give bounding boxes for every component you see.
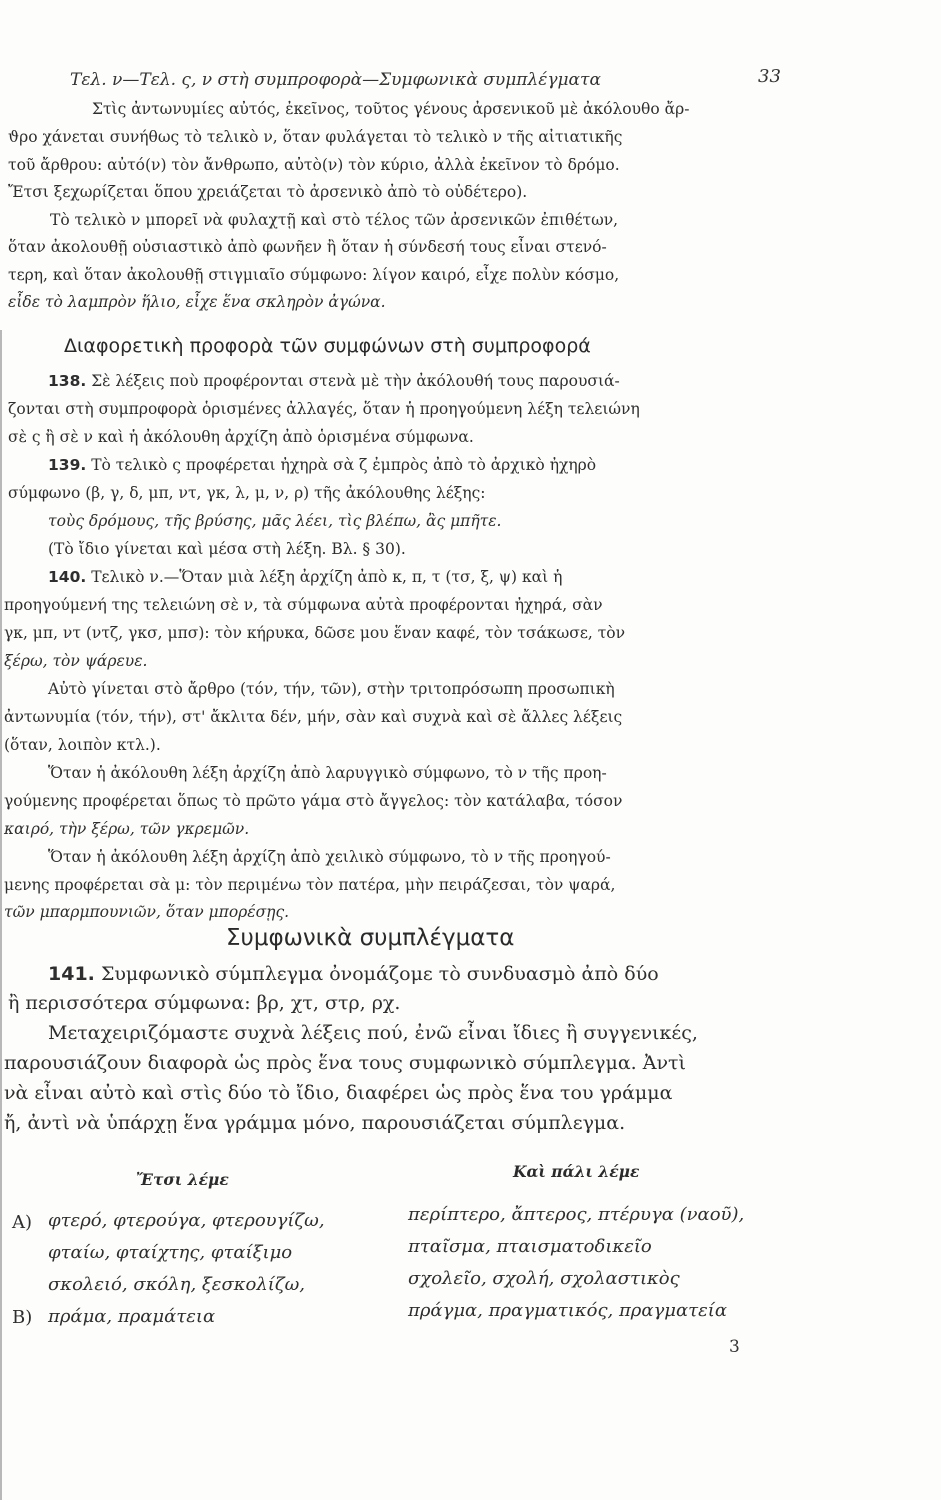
paragraph-141-line-2: ἢ περισσότερα σύμφωνα: βρ, χτ, στρ, ρχ. [8, 992, 401, 1014]
intro-line-1: Στὶς ἀντωνυμίες αὐτός, ἐκεῖνος, τοῦτος γένους ἀρσενικοῦ μὲ ἀκόλουθο ἄρ- [92, 100, 690, 118]
example-right-1: περίπτερο, ἄπτερος, πτέρυγα (ναοῦ), [408, 1204, 745, 1225]
paragraph-number-141: 141. [48, 963, 95, 985]
paragraph-140-line-11: Ὅταν ἡ ἀκόλουθη λέξη ἀρχίζη ἀπὸ χειλικὸ σύμφωνο, τὸ ν τῆς προηγού- [48, 848, 611, 866]
paragraph-141-line-4: παρουσιάζουν διαφορὰ ὡς πρὸς ἕνα τους συμφωνικὸ σύμπλεγμα. Ἀντὶ [4, 1052, 686, 1074]
paragraph-140-line-10: καιρό, τὴν ξέρω, τῶν γκρεμῶν. [4, 820, 250, 838]
running-header: Τελ. ν—Τελ. ς, ν στὴ συμπροφορὰ—Συμφωνικὰ συμπλέγματα [70, 70, 601, 90]
paragraph-138-line-1 [48, 372, 620, 390]
paragraph-138-text-1: Σὲ λέξεις ποὺ προφέρονται στενὰ μὲ τὴν ἀκόλουθή τους παρουσιά- [91, 372, 620, 390]
paragraph-140-line-8: Ὅταν ἡ ἀκόλουθη λέξη ἀρχίζη ἀπὸ λαρυγγικὸ σύμφωνο, τὸ ν τῆς προη- [48, 764, 607, 782]
printer-signature-number: 3 [729, 1337, 740, 1357]
example-left-1: φτερό, φτερούγα, φτερουγίζω, [48, 1210, 325, 1231]
paragraph-140-line-4: ξέρω, τὸν ψάρευε. [4, 652, 148, 670]
example-left-4: πράμα, πραμάτεια [48, 1306, 216, 1327]
column-head-left: Ἔτσι λέμε [136, 1170, 229, 1189]
example-right-4: πράγμα, πραγματικός, πραγματεία [408, 1300, 727, 1321]
intro-line-2: ϑρο χάνεται συνήθως τὸ τελικὸ ν, ὅταν φυλάγεται τὸ τελικὸ ν τῆς αἰτιατικῆς [8, 128, 623, 146]
paragraph-number-139: 139. [48, 456, 87, 474]
paragraph-139-line-2: σύμφωνο (β, γ, δ, μπ, ντ, γκ, λ, μ, ν, ρ) τῆς ἀκόλουθης λέξης: [8, 484, 486, 502]
example-left-2: φταίω, φταίχτης, φταίξιμο [48, 1242, 293, 1263]
column-head-right: Καὶ πάλι λέμε [513, 1162, 640, 1181]
intro-line-6: ὅταν ἀκολουθῇ οὐσιαστικὸ ἀπὸ φωνῆεν ἢ ὅταν ἡ σύνδεσή τους εἶναι στενό- [8, 238, 607, 256]
page-gutter-edge [0, 330, 2, 1500]
paragraph-141-line-6: ἤ, ἀντὶ νὰ ὑπάρχῃ ἕνα γράμμα μόνο, παρουσιάζεται σύμπλεγμα. [4, 1112, 626, 1134]
paragraph-140-text-1: Τελικὸ ν.—Ὅταν μιὰ λέξη ἀρχίζη ἀπὸ κ, π, τ (τσ, ξ, ψ) καὶ ἡ [91, 568, 563, 586]
paragraph-138-line-3: σὲ ς ἢ σὲ ν καὶ ἡ ἀκόλουθη ἀρχίζη ἀπὸ ὁρισμένα σύμφωνα. [8, 428, 474, 446]
intro-line-8: εἶδε τὸ λαμπρὸν ἥλιο, εἶχε ἕνα σκληρὸν ἀγώνα. [8, 293, 386, 311]
paragraph-141-line-1 [48, 963, 659, 985]
paragraph-140-line-9: γούμενης προφέρεται ὅπως τὸ πρῶτο γάμα στὸ ἄγγελος: τὸν κατάλαβα, τόσον [4, 792, 623, 810]
intro-line-7: τερη, καὶ ὅταν ἀκολουθῇ στιγμιαῖο σύμφωνο: λίγον καιρό, εἶχε πολὺν κόσμο, [8, 266, 620, 284]
example-right-2: πταῖσμα, πταισματοδικεῖο [408, 1236, 652, 1257]
intro-line-5: Τὸ τελικὸ ν μπορεῖ νὰ φυλαχτῇ καὶ στὸ τέλος τῶν ἀρσενικῶν ἐπιθέτων, [50, 211, 619, 229]
example-right-3: σχολεῖο, σχολή, σχολαστικὸς [408, 1268, 680, 1289]
page-number: 33 [758, 66, 781, 87]
paragraph-140-line-13: τῶν μπαρμπουνιῶν, ὅταν μπορέσῃς. [4, 903, 290, 921]
paragraph-139-line-1 [48, 456, 596, 474]
example-label-b: Β) [12, 1307, 33, 1328]
paragraph-140-line-7: (ὅταν, λοιπὸν κτλ.). [4, 736, 161, 754]
paragraph-140-line-2: προηγούμενή της τελειώνη σὲ ν, τὰ σύμφωνα αὐτὰ προφέρονται ἠχηρά, σὰν [4, 596, 603, 614]
paragraph-141-line-3: Μεταχειριζόμαστε συχνὰ λέξεις πού, ἐνῶ εἶναι ἴδιες ἢ συγγενικές, [48, 1022, 698, 1044]
paragraph-141-line-5: νὰ εἶναι αὐτὸ καὶ στὶς δύο τὸ ἴδιο, διαφέρει ὡς πρὸς ἕνα του γράμμα [4, 1082, 673, 1104]
paragraph-140-line-12: μενης προφέρεται σὰ μ: τὸν περιμένω τὸν πατέρα, μὴν πειράζεσαι, τὸν ψαρά, [4, 876, 616, 894]
paragraph-140-line-1 [48, 568, 562, 586]
intro-line-3: τοῦ ἄρθρου: αὐτό(ν) τὸν ἄνθρωπο, αὐτὸ(ν) τὸν κύριο, ἀλλὰ ἐκεῖνον τὸ δρόμο. [8, 156, 620, 174]
example-left-3: σκολειό, σκόλη, ξεσκολίζω, [48, 1274, 306, 1295]
paragraph-number-140: 140. [48, 568, 87, 586]
section-title-consonant-pronunciation: Διαφορετικὴ προφορὰ τῶν συμφώνων στὴ συμπροφορά [64, 335, 591, 357]
paragraph-141-text-1: Συμφωνικὸ σύμπλεγμα ὀνομάζομε τὸ συνδυασμὸ ἀπὸ δύο [100, 963, 659, 985]
paragraph-138-line-2: ζονται στὴ συμπροφορὰ ὁρισμένες ἀλλαγές, ὅταν ἡ προηγούμενη λέξη τελειώνη [8, 400, 640, 418]
intro-line-4: Ἔτσι ξεχωρίζεται ὅπου χρειάζεται τὸ ἀρσενικὸ ἀπὸ τὸ οὐδέτερο). [8, 183, 528, 201]
section-title-consonant-clusters: Συμφωνικὰ συμπλέγματα [226, 925, 515, 951]
paragraph-140-line-3: γκ, μπ, ντ (ντζ, γκσ, μπσ): τὸν κήρυκα, δῶσε μου ἕναν καφέ, τὸν τσάκωσε, τὸν [4, 624, 626, 642]
paragraph-139-note: (Τὸ ἴδιο γίνεται καὶ μέσα στὴ λέξη. Βλ. § 30). [48, 540, 406, 558]
paragraph-140-line-5: Αὐτὸ γίνεται στὸ ἄρθρο (τόν, τήν, τῶν), στὴν τριτοπρόσωπη προσωπικὴ [48, 680, 615, 698]
example-label-a: Α) [12, 1212, 33, 1233]
paragraph-140-line-6: ἀντωνυμία (τόν, τήν), στ' ἄκλιτα δέν, μήν, σὰν καὶ συχνὰ καὶ σὲ ἄλλες λέξεις [4, 708, 623, 726]
paragraph-number-138: 138. [48, 372, 87, 390]
paragraph-139-text-1: Τὸ τελικὸ ς προφέρεται ἠχηρὰ σὰ ζ ἐμπρὸς ἀπὸ τὸ ἀρχικὸ ἠχηρὸ [91, 456, 597, 474]
paragraph-139-examples: τοὺς δρόμους, τῆς βρύσης, μᾶς λέει, τὶς βλέπω, ἂς μπῆτε. [48, 512, 502, 530]
